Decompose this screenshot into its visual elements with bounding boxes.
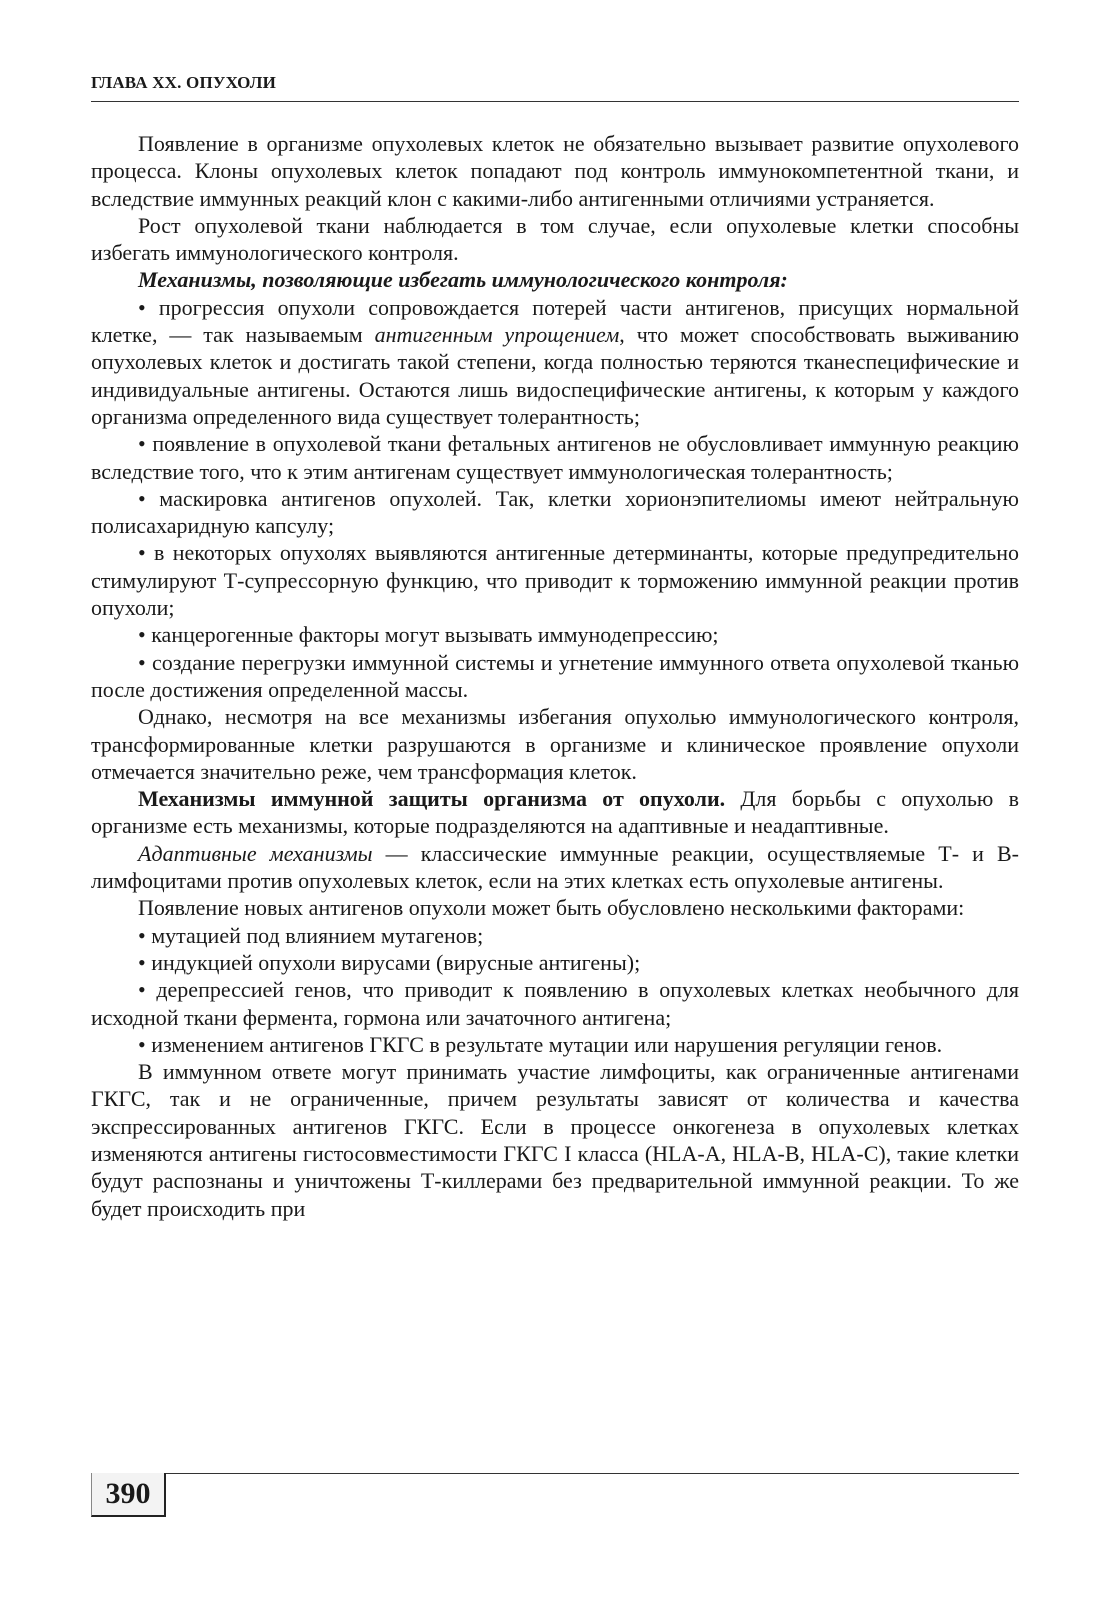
list-item: • изменением антигенов ГКГС в результате мутации или нарушения регуляции генов. [138,1031,943,1057]
page-body [91,130,1019,1222]
list-item: • в некоторых опухолях выявляются антигенные детерминанты, которые предупредительно стимулируют Т-супрессорную функцию, что приводит к торможению иммунной реакции против опухоли; [91,540,1019,621]
list-item: • прогрессия опухоли сопровождается потерей части антигенов, присущих нормальной клетке, — так называемым антигенным упрощением, что может способствовать выживанию опухолевых клеток и достигать такой степени, когда полностью теряются тканеспецифические и индивидуальные антигены. Остаются лишь видоспецифические антигены, к которым у каждого организма определенного вида существует толерантность; [91,294,1019,429]
paragraph: Появление новых антигенов опухоли может быть обусловлено несколькими факторами: [138,895,965,921]
running-header [91,72,1019,102]
list-item: • дерепрессией генов, что приводит к появлению в опухолевых клетках необычного для исходной ткани фермента, гормона или зачаточного антигена; [91,977,1019,1030]
page-number-box [91,1473,166,1517]
section-heading [91,266,1019,293]
list-item: • маскировка антигенов опухолей. Так, клетки хорионэпителиомы имеют нейтральную полисахаридную капсулу; [91,485,1019,539]
list-item: • создание перегрузки иммунной системы и угнетение иммунного ответа опухолевой тканью после достижения определенной массы. [91,649,1019,702]
list-item: • канцерогенные факторы могут вызывать иммунодепрессию; [138,622,719,648]
list-item: • индукцией опухоли вирусами (вирусные антигены); [138,949,641,975]
paragraph: Рост опухолевой ткани наблюдается в том случае, если опухолевые клетки способны избегать иммунологического контроля. [91,212,1019,266]
paragraph: Однако, несмотря на все механизмы избегания опухолью иммунологического контроля, трансформированные клетки разрушаются в организме и клиническое проявление опухоли отмечается значительно реже, чем трансформация клеток. [91,704,1019,784]
heading-text: Механизмы, позволяющие избегать иммунологического контроля: [138,267,788,293]
header-divider [91,101,1019,102]
paragraph: Адаптивные механизмы — классические иммунные реакции, осуществляемые Т- и В-лимфоцитами против опухолевых клеток, если на этих клетках есть опухолевые антигены. [91,840,1019,894]
footer-divider [91,1473,1019,1474]
paragraph: В иммунном ответе могут принимать участие лимфоциты, как ограниченные антигенами ГКГС, так и не ограниченные, причем результаты зависят от количества и качества экспрессированных антигенов ГКГС. Если в процессе онкогенеза в опухолевых клетках изменяются антигены гистосовместимости ГКГС I класса (HLA-A, HLA-B, HLA-C), такие клетки будут распознаны и уничтожены Т-киллерами без предварительной иммунной реакции. То же будет происходить при [91,1059,1019,1221]
term-emphasis: антигенным упрощением [374,322,620,348]
paragraph: Механизмы иммунной защиты организма от опухоли. Для борьбы с опухолью в организме есть механизмы, которые подразделяются на адаптивные и неадаптивные. [91,786,1019,839]
list-item: • мутацией под влиянием мутагенов; [138,922,484,948]
subsection-heading: Механизмы иммунной защиты организма от опухоли. [138,786,726,812]
page-number: 390 [105,1477,151,1510]
chapter-title: ГЛАВА XX. ОПУХОЛИ [91,73,277,92]
list-item: • появление в опухолевой ткани фетальных антигенов не обусловливает иммунную реакцию вследствие того, что к этим антигенам существует иммунологическая толерантность; [91,431,1019,484]
paragraph: Появление в организме опухолевых клеток не обязательно вызывает развитие опухолевого процесса. Клоны опухолевых клеток попадают под контроль иммунокомпетентной ткани, и вследствие иммунных реакций клон с какими-либо антигенными отличиями устраняется. [91,131,1019,211]
term-emphasis: Адаптивные механизмы [138,840,373,866]
